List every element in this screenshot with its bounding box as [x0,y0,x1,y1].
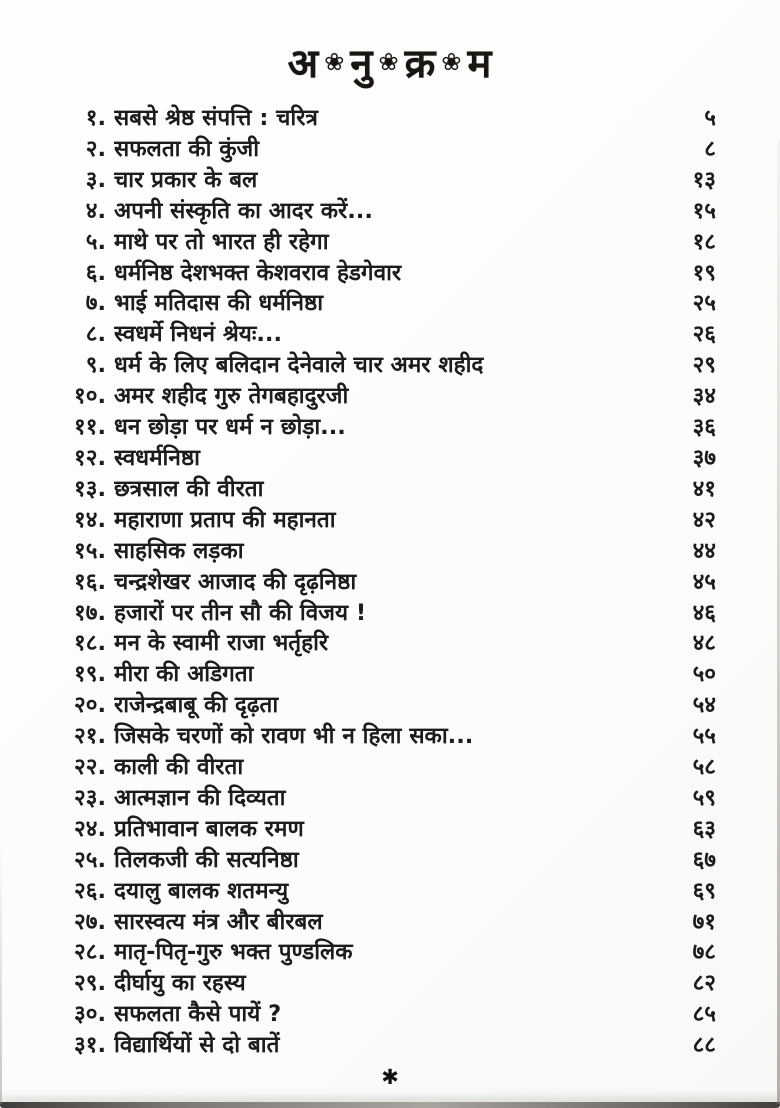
entry-number: ७. [85,290,106,317]
toc-entry [58,227,716,258]
toc-entry [58,845,716,876]
toc-entry [58,907,716,938]
title-letter: क्र [404,41,437,87]
flower-separator-icon: ❀ [324,48,346,76]
toc-entry [58,288,716,319]
entry-title: माथे पर तो भारत ही रहेगा [114,228,329,255]
entry-page-number: १३ [692,166,716,193]
entry-number: ९. [85,352,106,379]
entry-page-number: ५ [704,105,716,131]
entry-number: ३०. [74,1001,106,1028]
entry-title: साहसिक लड़का [114,537,244,564]
entry-number: ३. [85,166,106,193]
entry-number: १६. [74,568,106,595]
entry-number: २५. [74,846,106,873]
entry-title: सारस्वत्य मंत्र और बीरबल [114,908,323,935]
entry-page-number: ४४ [692,537,716,564]
entry-number: २४. [74,815,106,842]
scan-edge-left [0,840,2,1104]
entry-page-number: १९ [692,259,716,286]
entry-number: ६. [85,259,106,286]
entry-page-number: ६३ [692,815,716,842]
entry-title: दीर्घायु का रहस्य [114,970,246,997]
entry-title: भाई मतिदास की धर्मनिष्ठा [114,290,324,317]
entry-number: २२. [74,754,106,781]
entry-title: धन छोड़ा पर धर्म न छोड़ा... [114,414,346,441]
entry-title: मन के स्वामी राजा भर्तृहरि [114,630,329,657]
toc-entry [58,752,716,783]
entry-title: महाराणा प्रताप की महानता [114,506,336,533]
entry-title: जिसके चरणों को रावण भी न हिला सका... [114,723,474,750]
toc-entry [58,567,716,598]
entry-page-number: ४६ [692,599,716,626]
toc-entry [58,999,716,1030]
entry-page-number: ५५ [692,723,716,750]
entry-title: प्रतिभावान बालक रमण [114,815,304,842]
entry-title: हजारों पर तीन सौ की विजय ! [114,599,367,626]
toc-entry [58,443,716,474]
title-letter: म [467,41,493,87]
entry-title: छत्रसाल की वीरता [114,475,264,502]
entry-number: १८. [74,630,106,657]
entry-page-number: ३७ [692,444,716,471]
entry-number: २९. [74,970,106,997]
toc-entry [58,536,716,567]
entry-page-number: ५८ [692,754,716,781]
entry-title: सबसे श्रेष्ठ संपत्ति : चरित्र [114,105,318,131]
toc-entry [58,783,716,814]
entry-title: आत्मज्ञान की दिव्यता [114,784,286,811]
page-title [0,0,780,89]
entry-page-number: ७१ [692,908,716,935]
toc-entry [58,196,716,227]
entry-number: २७. [74,908,106,935]
title-letter: नु [350,41,374,87]
entry-number: २०. [74,692,106,719]
toc-entry [58,350,716,381]
entry-page-number: ६९ [692,877,716,904]
entry-page-number: ८२ [692,970,716,997]
entry-title: सफलता की कुंजी [114,135,260,162]
entry-page-number: २६ [692,321,716,348]
entry-number: २३. [74,784,106,811]
entry-page-number: ४२ [692,506,716,533]
entry-number: १२. [74,444,106,471]
entry-title: अमर शहीद गुरु तेगबहादुरजी [114,383,349,410]
entry-title: धर्म के लिए बलिदान देनेवाले चार अमर शहीद [114,352,484,379]
scan-edge-bottom [0,1102,780,1108]
toc-entry [58,690,716,721]
entry-page-number: १५ [692,197,716,224]
entry-number: १४. [74,506,106,533]
toc-entry [58,721,716,752]
toc-entry [58,876,716,907]
entry-title: काली की वीरता [114,754,244,781]
entry-page-number: ४१ [692,475,716,502]
entry-title: मातृ-पितृ-गुरु भक्त पुण्डलिक [114,939,353,966]
entry-number: २१. [74,723,106,750]
entry-title: धर्मनिष्ठ देशभक्त केशवराव हेडगेवार [114,259,402,286]
entry-page-number: २५ [692,290,716,317]
flower-separator-icon: ❀ [378,48,400,76]
toc-entry [58,505,716,536]
entry-page-number: ५९ [692,784,716,811]
entry-number: १०. [74,383,106,410]
toc-entry [58,474,716,505]
toc-entry [58,814,716,845]
entry-number: १३. [74,475,106,502]
toc-entry [58,381,716,412]
title-letter: अ [287,41,320,87]
entry-title: चन्द्रशेखर आजाद की दृढ़निष्ठा [114,568,357,595]
toc-entry [58,937,716,968]
entry-page-number: ३४ [692,383,716,410]
toc-entry [58,659,716,690]
entry-number: १९. [74,661,106,688]
entry-number: १. [85,105,106,131]
toc-entry [58,103,716,134]
entry-number: १७. [74,599,106,626]
entry-page-number: २९ [692,352,716,379]
footer-ornament-icon: ✱ [381,1065,399,1090]
entry-page-number: ४८ [692,630,716,657]
entry-number: ८. [85,321,106,348]
entry-page-number: ४५ [692,568,716,595]
toc-entry [58,598,716,629]
entry-title: राजेन्द्रबाबू की दृढ़ता [114,692,279,719]
toc-entry [58,258,716,289]
entry-page-number: ८८ [692,1032,716,1059]
entry-page-number: १८ [692,228,716,255]
toc-entry [58,134,716,165]
entry-page-number: ८५ [692,1001,716,1028]
entry-title: तिलकजी की सत्यनिष्ठा [114,846,299,873]
entry-page-number: ३६ [692,414,716,441]
entry-title: विद्यार्थियों से दो बातें [114,1032,280,1059]
entry-title: चार प्रकार के बल [114,166,258,193]
toc-list [58,103,716,1061]
entry-title: स्वधर्मनिष्ठा [114,444,200,471]
entry-page-number: ६७ [692,846,716,873]
flower-separator-icon: ❀ [441,48,463,76]
toc-entry [58,968,716,999]
entry-number: ३१. [74,1032,106,1059]
entry-title: दयालु बालक शतमन्यु [114,877,289,904]
toc-entry [58,1030,716,1061]
entry-page-number: ८ [704,135,716,162]
entry-number: ५. [85,228,106,255]
entry-page-number: ७८ [692,939,716,966]
entry-number: ४. [85,197,106,224]
entry-number: १५. [74,537,106,564]
entry-number: २६. [74,877,106,904]
toc-entry [58,412,716,443]
entry-title: मीरा की अडिगता [114,661,254,688]
entry-number: २. [85,135,106,162]
entry-title: स्वधर्मे निधनं श्रेयः... [114,321,283,348]
toc-entry [58,319,716,350]
entry-title: अपनी संस्कृति का आदर करें... [114,197,373,224]
toc-entry [58,628,716,659]
toc-entry [58,165,716,196]
entry-page-number: ५४ [692,692,716,719]
entry-number: २८. [74,939,106,966]
entry-number: ११. [74,414,106,441]
entry-page-number: ५० [692,661,716,688]
entry-title: सफलता कैसे पायें ? [114,1001,282,1028]
